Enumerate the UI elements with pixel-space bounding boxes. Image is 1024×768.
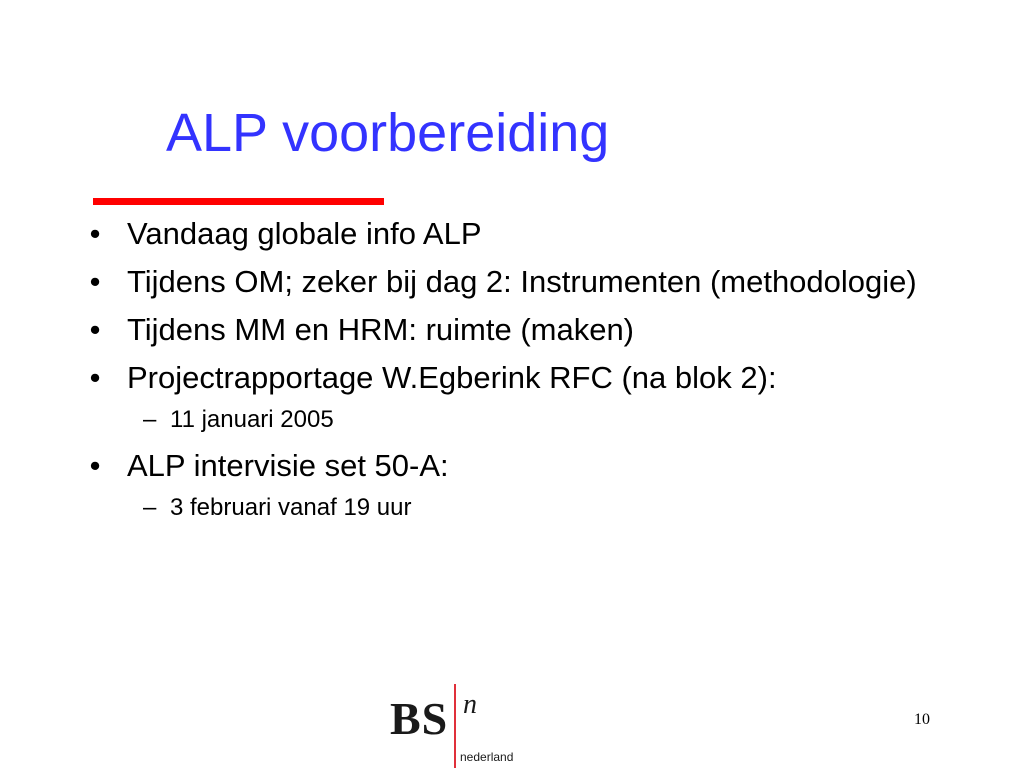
bullet-text: Tijdens MM en HRM: ruimte (maken) [127, 312, 635, 347]
bullet-mark: • [89, 448, 101, 483]
sub-bullet-text: 3 februari vanaf 19 uur [170, 494, 412, 521]
logo-superscript: n [463, 689, 477, 720]
bsn-logo [390, 684, 540, 768]
bullet-text: Vandaag globale info ALP [127, 216, 482, 251]
bullet-text: Tijdens OM; zeker bij dag 2: Instrumenten (methodologie) [127, 264, 917, 299]
bullet-item [85, 359, 945, 397]
page-number: 10 [914, 711, 930, 728]
logo-divider [454, 684, 456, 768]
slide-title: ALP voorbereiding [166, 103, 610, 163]
bullet-mark: • [89, 216, 101, 251]
bullet-mark: • [89, 360, 101, 395]
bullet-item [85, 311, 945, 349]
bullet-item [85, 447, 945, 485]
bullet-mark: • [89, 264, 101, 299]
bullet-list [85, 215, 945, 535]
sub-bullet-mark: – [143, 494, 157, 521]
title-accent-bar [93, 198, 384, 205]
sub-bullet-item [85, 493, 945, 523]
bullet-item [85, 215, 945, 253]
bullet-text: Projectrapportage W.Egberink RFC (na blok 2): [127, 360, 777, 395]
sub-bullet-mark: – [143, 406, 157, 433]
bullet-mark: • [89, 312, 101, 347]
bullet-text: ALP intervisie set 50-A: [127, 448, 449, 483]
bullet-item [85, 263, 945, 301]
logo-letters: BS [390, 693, 449, 744]
sub-bullet-item [85, 405, 945, 435]
logo-subtitle: nederland [460, 750, 514, 764]
sub-bullet-text: 11 januari 2005 [170, 406, 334, 433]
